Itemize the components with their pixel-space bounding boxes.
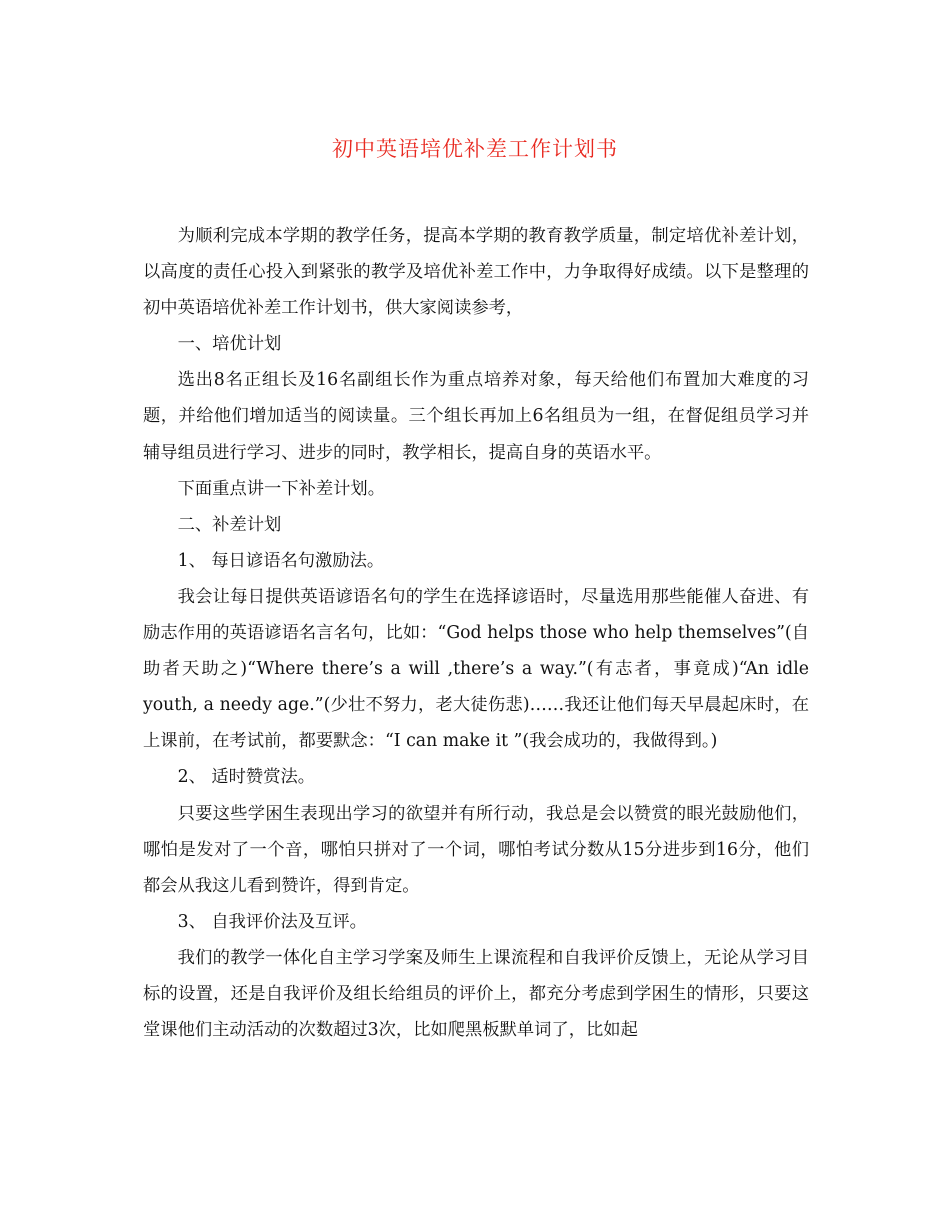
document-title: 初中英语培优补差工作计划书 <box>332 137 618 161</box>
subheading-praise-method: 2、 适时赞赏法。 <box>177 767 316 788</box>
paragraph-intro: 为顺利完成本学期的教学任务，提高本学期的教育教学质量，制定培优补差计划，以高度的责任心投入到紧张的教学及培优补差工作中，力争取得好成绩。以下是整理的初中英语培优补差工作计划书，供大家阅读参考， <box>143 226 809 319</box>
subheading-proverb-method: 1、 每日谚语名句激励法。 <box>177 550 385 571</box>
paragraph-self-evaluation: 我们的教学一体化自主学习学案及师生上课流程和自我评价反馈上，无论从学习目标的设置，还是自我评价及组长给组员的评价上，都充分考虑到学困生的情形，只要这堂课他们主动活动的次数超过3次，比如爬黑板默单词了，比如起 <box>143 947 809 1041</box>
paragraph-praise-method: 只要这些学困生表现出学习的欲望并有所行动，我总是会以赞赏的眼光鼓励他们，哪怕是发对了一个音，哪怕只拼对了一个词，哪怕考试分数从15分进步到16分，他们都会从我这儿看到赞许，得到肯定。 <box>143 803 809 896</box>
paragraph-proverb-method: 我会让每日提供英语谚语名句的学生在选择谚语时，尽量选用那些能催人奋进、有励志作用的英语谚语名言名句，比如：“God helps those who help themselves”(自助者天助之)“Where there’s a will ,there’s a way.”(有志者，事竟成)“An idle youth, a needy age.”(少壮不努力，老大徒伤悲)……我还让他们每天早晨起床时，在上课前，在考试前，都要默念：“I can make it ”(我会成功的，我做得到。) <box>143 586 809 752</box>
paragraph-transition: 下面重点讲一下补差计划。 <box>177 478 385 499</box>
subheading-self-evaluation: 3、 自我评价法及互评。 <box>177 911 367 932</box>
section-heading-remedial: 二、补差计划 <box>177 514 282 535</box>
document-body <box>143 218 809 1048</box>
section-heading-top-students: 一、培优计划 <box>177 334 282 355</box>
paragraph-top-students-plan: 选出8名正组长及16名副组长作为重点培养对象，每天给他们布置加大难度的习题，并给他们增加适当的阅读量。三个组长再加上6名组员为一组，在督促组员学习并辅导组员进行学习、进步的同时，教学相长，提高自身的英语水平。 <box>143 370 809 463</box>
